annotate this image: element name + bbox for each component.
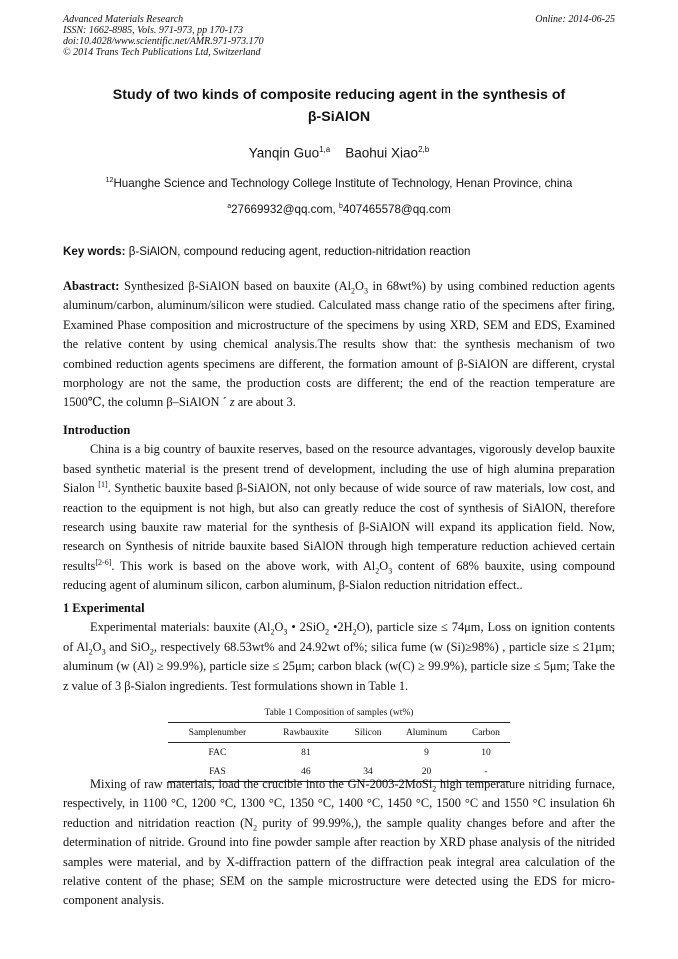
table-cell: [345, 743, 391, 763]
email-a: 27669932@qq.com,: [231, 203, 339, 216]
affiliation: [63, 177, 615, 190]
abstract-text: O: [355, 279, 364, 293]
subscript: 3: [388, 566, 393, 576]
citation: [1]: [98, 480, 108, 490]
composition-table: [168, 722, 510, 782]
journal-name: Advanced Materials Research: [63, 14, 184, 25]
author-1-name: Yanqin Guo: [248, 145, 320, 161]
email-b: 407465578@qq.com: [342, 203, 451, 216]
intro-text: China is a big country of bauxite reserves, based on the resource advantages, vigorously develop bauxite based synthetic material is the present trend of development, including the use of high alumina preparation Sialon: [63, 442, 615, 496]
intro-text: O: [379, 558, 389, 573]
exp-text: • 2SiO: [287, 620, 326, 635]
exp-text: O: [92, 639, 102, 654]
intro-text: . Synthetic bauxite based β-SiAlON, not only because of wide source of raw materials, low cost, and reaction to the equipment is not high, but also can greatly reduce the cost of synthesis of SiAlON, therefore research using bauxite raw material for the synthesis of β-SiAlON will expand its application field. Now, research on Synthesis of nitride bauxite based SiAlON through high temperature reduction achieved certain results: [63, 481, 615, 573]
affiliation-sup: 12: [105, 177, 114, 185]
title-line-2: β-SiAlON: [307, 109, 371, 125]
keywords-label: Key words:: [63, 245, 126, 258]
subscript: 2: [88, 647, 93, 657]
mixing-section: [63, 775, 615, 911]
subscript: 3: [101, 647, 106, 657]
col-header: Rawbauxite: [267, 723, 345, 743]
subscript: 3: [283, 627, 288, 637]
col-header: Aluminum: [391, 723, 462, 743]
table-cell: 9: [424, 747, 429, 758]
subscript: 2: [270, 627, 275, 637]
author-2-name: Baohui Xiao: [345, 145, 419, 161]
author-list: [63, 145, 615, 161]
online-date: Online: 2014-06-25: [535, 14, 615, 25]
table-cell: -: [462, 762, 510, 782]
intro-text: . This work is based on the above work, with Al: [111, 558, 376, 573]
exp-text: O: [274, 620, 284, 635]
experimental-section: [63, 599, 615, 696]
table-cell: 10: [481, 747, 491, 758]
table-cell: 81: [301, 747, 311, 758]
author-2-affil: 2,b: [418, 145, 430, 154]
email-a-sup: a: [227, 203, 232, 211]
table-cell: FAS: [168, 762, 267, 782]
introduction-paragraph: [63, 440, 615, 595]
affiliation-text: Huanghe Science and Technology College Institute of Technology, Henan Province, china: [113, 177, 573, 190]
table-cell: 46: [267, 762, 345, 782]
subscript: 2: [375, 566, 380, 576]
intro-text: content of 68% bauxite, using compound reducing agent of aluminum silicon, carbon aluminum, β-Sialon reduction nitridation effect..: [63, 558, 615, 593]
abstract-label: Abastract:: [63, 279, 120, 293]
subscript: 2: [432, 784, 437, 794]
table-cell: FAC: [208, 747, 227, 758]
experimental-paragraph: [63, 618, 615, 696]
doi-line: doi:10.4028/www.scientific.net/AMR.971-973.170: [63, 36, 264, 47]
table-cell: 20: [391, 762, 462, 782]
exp-text: and SiO: [105, 639, 150, 654]
col-header: Samplenumber: [168, 723, 267, 743]
col-header: Carbon: [462, 723, 510, 743]
table-row: [168, 743, 510, 763]
subscript: 3: [363, 286, 368, 296]
table-header-row: [168, 723, 510, 743]
mix-text: high temperature nitriding furnace, respectively, in 1100 °C, 1200 °C, 1300 °C, 1350 °C, 1400 °C, 1450 °C, 1500 °C and 1550 °C insulation 6h reduction and nitridation reaction (N: [63, 777, 616, 830]
abstract-text: are about 3.: [234, 395, 296, 410]
exp-text: Experimental materials: bauxite (Al: [90, 620, 271, 635]
author-1-affil: 1,a: [319, 145, 331, 154]
introduction-section: [63, 421, 615, 596]
introduction-heading: Introduction: [63, 423, 131, 437]
exp-text: , respectively 68.53wt% and 24.92wt of%; silica fume (w (Si)≥98%) , particle size ≤ 21μm; aluminum (w (Al) ≥ 99.9%), particle size ≤ 25μm; carbon black (w(C) ≥ 99.9%), particle size ≤ 5μm; Take the z value of 3 β-Sialon ingredients. Test formulations shown in Table 1.: [63, 639, 615, 693]
email-b-sup: b: [339, 203, 343, 211]
exp-text: •2H: [329, 620, 353, 635]
experimental-heading: 1 Experimental: [63, 601, 145, 615]
subscript: 2: [351, 286, 356, 296]
subscript: 2: [149, 647, 154, 657]
mix-text: purity of 99.99%,), the sample quality changes before and after the determination of nitride. Ground into fine powder sample after reaction by XRD phase analysis of the nitrided samples were material, and by X-diffraction pattern of the diffraction peak integral area calculation of the relative content of the phase; SEM on the sample microstructure were detected using the EDS for micro-component analysis.: [63, 815, 615, 908]
mixing-paragraph: [63, 775, 615, 911]
author-emails: [63, 203, 615, 216]
table-caption: Table 1 Composition of samples (wt%): [264, 708, 414, 718]
issn-line: ISSN: 1662-8985, Vols. 971-973, pp 170-173: [63, 25, 243, 36]
citation: [2-6]: [95, 557, 112, 567]
subscript: 2: [253, 823, 258, 833]
abstract: [63, 277, 615, 413]
abstract-text: in 68wt%) by using combined reduction agents aluminum/carbon, aluminum/silicon were studied. Calculated mass change ratio of the specimens after firing, Examined Phase composition and microstructure of the specimens by using XRD, SEM and EDS, Examined the relative content by using chemical analysis.The results show that: the synthesis mechanism of two combined reduction agents specimens are different, the formation amount of β-SiAlON are different, crystal morphology are not the same, the production costs are different; the end of the reaction temperature are 1500℃, the column β–SiAlON ´: [63, 279, 615, 410]
keywords: [63, 245, 615, 258]
abstract-text: Synthesized β-SiAlON based on bauxite (Al: [119, 279, 352, 293]
table-cell: 34: [345, 762, 391, 782]
keywords-text: β-SiAlON, compound reducing agent, reduction-nitridation reaction: [125, 245, 471, 258]
exp-text: O), particle size ≤ 74μm, Loss on ignition contents of Al: [63, 620, 615, 654]
paper-title: [63, 84, 615, 128]
title-line-1: Study of two kinds of composite reducing agent in the synthesis of: [112, 87, 566, 103]
copyright-line: © 2014 Trans Tech Publications Ltd, Switzerland: [63, 47, 261, 58]
mix-text: Mixing of raw materials, load the crucible into the GN-2003-2MoSi: [90, 777, 433, 791]
subscript: 2: [352, 627, 357, 637]
subscript: 2: [325, 627, 330, 637]
col-header: Silicon: [345, 723, 391, 743]
page-header: [63, 14, 615, 58]
z-variable: z: [229, 395, 235, 410]
